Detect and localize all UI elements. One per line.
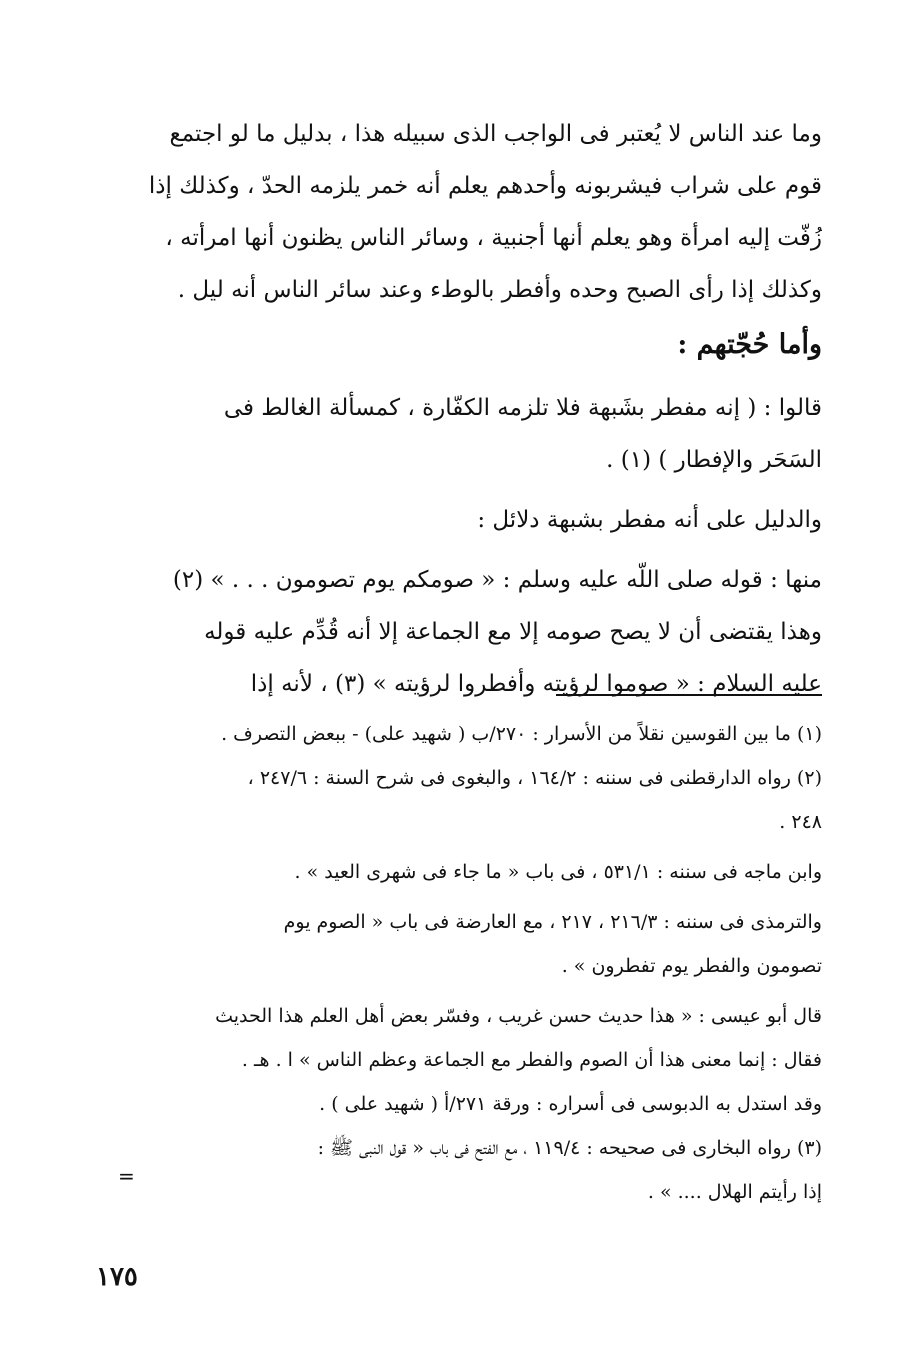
footnote-line-1: (١) ما بين القوسين نقلاً من الأسرار : ٢٧٠/ب ( شهيد على) - ببعض التصرف . <box>221 723 822 745</box>
footnote-line-9: وقد استدل به الدبوسى فى أسراره : ورقة ٢٧١/أ ( شهيد على ) . <box>319 1093 822 1115</box>
body-line-1: وما عند الناس لا يُعتبر فى الواجب الذى سبيله هذا ، بدليل ما لو اجتمع <box>169 121 822 147</box>
footnote-line-2: (٢) رواه الدارقطنى فى سننه : ١٦٤/٢ ، والبغوى فى شرح السنة : ٢٤٧/٦ ، <box>247 767 822 789</box>
body-line-2: قوم على شراب فيشربونه وأحدهم يعلم أنه خمر يلزمه الحدّ ، وكذلك إذا <box>148 173 822 199</box>
footnote-line-8: فقال : إنما معنى هذا أن الصوم والفطر مع الجماعة وعظم الناس » ا . هـ . <box>241 1049 822 1071</box>
footnote-line-5: والترمذى فى سننه : ٢١٦/٣ ، ٢١٧ ، مع العارضة فى باب « الصوم يوم <box>283 911 822 933</box>
continuation-mark: = <box>118 1164 135 1188</box>
footnote-line-7: قال أبو عيسى : « هذا حديث حسن غريب ، وفسّر بعض أهل العلم هذا الحديث <box>215 1005 822 1027</box>
argument-line-1: قالوا : ( إنه مفطر بشَبهة فلا تلزمه الكفّارة ، كمسألة الغالط فى <box>223 395 822 421</box>
body-line-3: زُفّت إليه امرأة وهو يعلم أنها أجنبية ، وسائر الناس يظنون أنها امرأته ، <box>165 225 822 251</box>
main-text <box>110 108 822 710</box>
evidence-line-2: وهذا يقتضى أن لا يصح صومه إلا مع الجماعة إلا أنه قُدِّم عليه قوله <box>204 619 822 645</box>
evidence-line-3: عليه السلام : « صوموا لرؤيته وأفطروا لرؤيته » (٣) ، لأنه إذا <box>250 671 822 697</box>
footnote-line-6: تصومون والفطر يوم تفطرون » . <box>561 955 822 977</box>
body-line-4: وكذلك إذا رأى الصبح وحده وأفطر بالوطء وعند سائر الناس أنه ليل . <box>177 277 822 303</box>
footnote-line-10: (٣) رواه البخارى فى صحيحه : ١١٩/٤ ، مع الفتح فى باب « قول النبى ﷺ : <box>317 1137 822 1159</box>
footnote-line-4: وابن ماجه فى سننه : ٥٣١/١ ، فى باب « ما جاء فى شهرى العيد » . <box>294 861 822 883</box>
footnote-separator <box>556 694 822 696</box>
evidence-line-1: منها : قوله صلى اللّه عليه وسلم : « صومكم يوم تصومون . . . » (٢) <box>172 567 822 593</box>
section-heading: وأما حُجّتهم : <box>677 329 822 360</box>
footnotes <box>110 712 822 1214</box>
page-number: ١٧٥ <box>96 1262 138 1292</box>
argument-line-2: السَحَر والإفطار ) (١) . <box>606 447 822 473</box>
footnote-line-3: ٢٤٨ . <box>779 811 822 833</box>
evidence-intro: والدليل على أنه مفطر بشبهة دلائل : <box>477 507 822 533</box>
footnote-line-11: إذا رأيتم الهلال .... » . <box>647 1181 822 1203</box>
